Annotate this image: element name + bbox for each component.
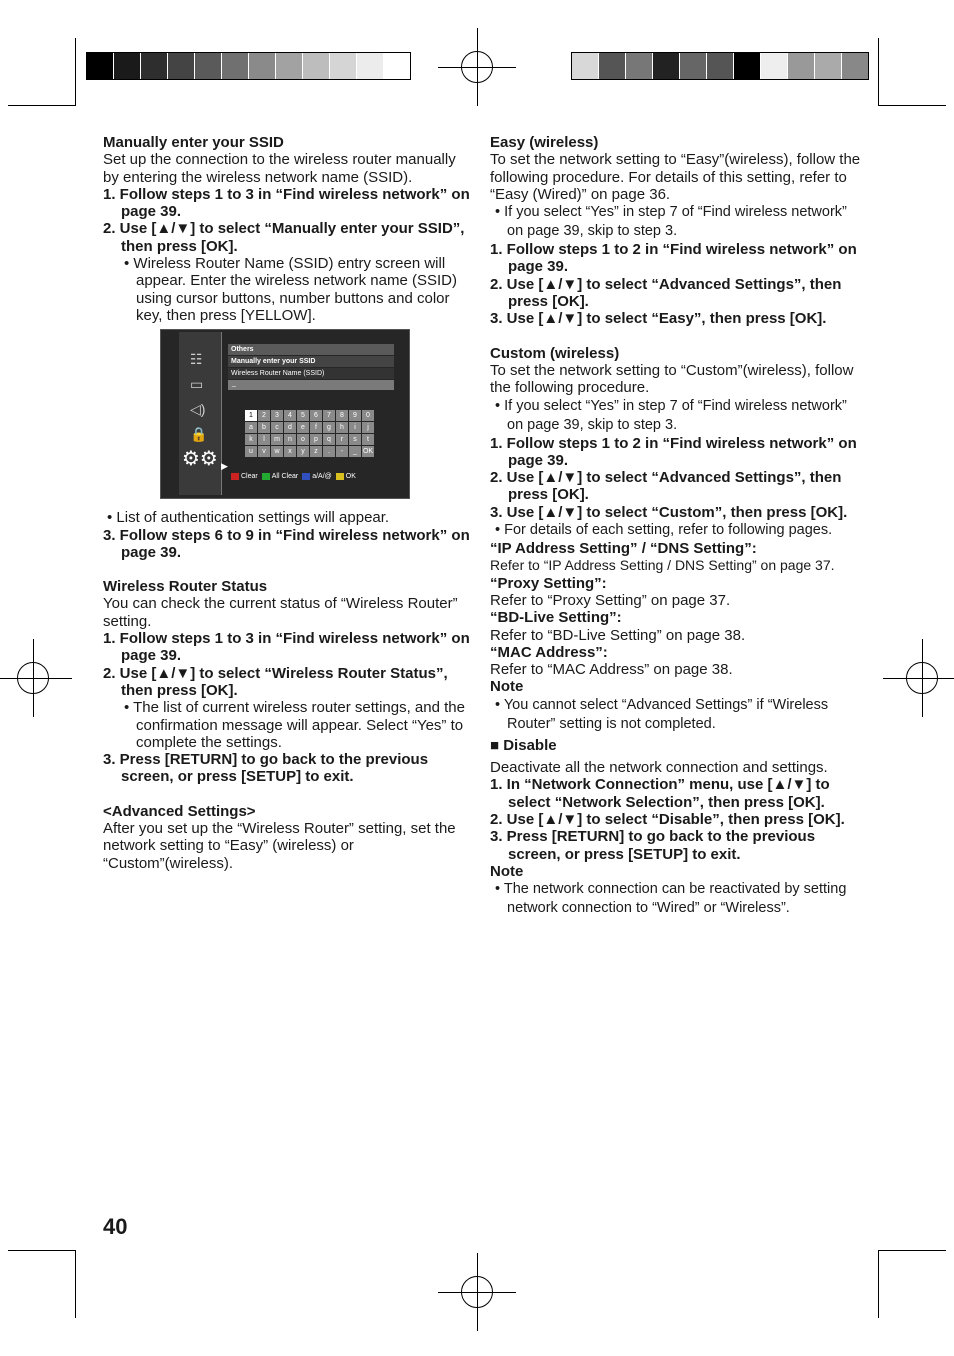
bullet: • Wireless Router Name (SSID) entry screen will appear. Enter the wireless network name (SSID) using cursor buttons, number buttons and color key, then press [YELLOW]. [124,255,457,324]
keyboard-key[interactable]: v [258,446,270,457]
keyboard-key[interactable]: _ [349,446,361,457]
keyboard-key[interactable]: z [310,446,322,457]
keyboard-key[interactable]: 3 [271,410,283,421]
clear-button[interactable]: Clear [231,468,258,485]
step: 1. Follow steps 1 to 3 in “Find wireless network” on page 39. [103,630,470,665]
keyboard-key[interactable]: f [310,422,322,433]
reference: Refer to “BD-Live Setting” on page 38. [490,626,746,644]
bullet: • If you select “Yes” in step 7 of “Find wireless network” on page 39, skip to step 3. [495,204,847,240]
setting-heading: “MAC Address”: [490,643,608,661]
keyboard-key[interactable]: 4 [284,410,296,421]
keyboard-key[interactable]: i [349,422,361,433]
osd-subtitle-bar: Manually enter your SSID [228,356,394,367]
keyboard-key[interactable]: y [297,446,309,457]
case-toggle-button[interactable]: a/A/@ [302,468,332,485]
keyboard-key[interactable]: e [297,422,309,433]
reference: Refer to “MAC Address” on page 38. [490,661,733,679]
section-title: <Advanced Settings> [103,802,256,820]
keyboard-key[interactable]: 2 [258,410,270,421]
keyboard-key[interactable]: m [271,434,283,445]
keyboard-key[interactable]: k [245,434,257,445]
note-title: Note [490,678,524,696]
keyboard-key[interactable]: t [362,434,374,445]
keyboard-key[interactable]: w [271,446,283,457]
keyboard-key[interactable]: l [258,434,270,445]
bullet: • For details of each setting, refer to following pages. [495,522,833,539]
keyboard-key[interactable]: 0 [362,410,374,421]
audio-icon: ◁) [190,401,206,418]
selection-arrow-icon: ▶ [221,461,228,472]
step: 3. Press [RETURN] to go back to the previous screen, or press [SETUP] to exit. [490,828,816,863]
keyboard-key[interactable]: d [284,422,296,433]
gears-icon: ⚙⚙ [182,448,218,471]
setting-heading: “IP Address Setting” / “DNS Setting”: [490,540,757,558]
paragraph: You can check the current status of “Wireless Router” setting. [103,595,458,630]
ok-button[interactable]: OK [336,468,356,485]
keyboard-key[interactable]: r [336,434,348,445]
osd-main-panel [228,344,394,481]
paragraph: After you set up the “Wireless Router” setting, set the network setting to “Easy” (wireless) or “Custom”(wireless). [103,820,456,872]
color-calibration-bar-right [571,52,869,80]
keyboard-key[interactable]: 1 [245,410,257,421]
bullet: • If you select “Yes” in step 7 of “Find wireless network” on page 39, skip to step 3. [495,397,847,433]
step: 1. In “Network Connection” menu, use [▲/▼] to select “Network Selection”, then press [OK]. [490,776,830,811]
bullet: • The network connection can be reactivated by setting network connection to “Wired” or “Wireless”. [495,881,847,917]
lock-icon: 🔒 [190,426,208,443]
section-title: ■ Disable [490,736,557,754]
keyboard-key[interactable]: x [284,446,296,457]
step: 3. Use [▲/▼] to select “Custom”, then press [OK]. [490,503,848,521]
registration-mark [906,662,938,694]
reference: Refer to “IP Address Setting / DNS Setting” on page 37. [490,557,835,574]
step: 3. Follow steps 6 to 9 in “Find wireless network” on page 39. [103,526,470,561]
registration-mark [461,51,493,83]
keyboard-key[interactable]: 8 [336,410,348,421]
keyboard-key[interactable]: p [310,434,322,445]
osd-field-label: Wireless Router Name (SSID) [228,368,394,379]
step: 1. Follow steps 1 to 2 in “Find wireless network” on page 39. [490,434,857,469]
left-column [103,134,473,872]
all-clear-button[interactable]: All Clear [262,468,298,485]
osd-color-key-bar [231,468,391,485]
ssid-entry-screenshot [160,329,410,499]
paragraph: To set the network setting to “Custom”(wireless), follow the following procedure. [490,361,854,397]
section-title: Manually enter your SSID [103,134,284,151]
step: 2. Use [▲/▼] to select “Advanced Settings”, then press [OK]. [490,275,842,311]
note-title: Note [490,862,524,880]
page-number: 40 [103,1214,128,1239]
osd-sidebar [179,332,228,495]
keyboard-key[interactable]: b [258,422,270,433]
step: 3. Press [RETURN] to go back to the previous screen, or press [SETUP] to exit. [103,751,429,786]
color-calibration-bar-left [86,52,411,80]
setting-heading: “Proxy Setting”: [490,574,607,592]
step: 1. Follow steps 1 to 3 in “Find wireless network” on page 39. [103,185,470,221]
section-title: Custom (wireless) [490,344,620,362]
paragraph: Deactivate all the network connection and settings. [490,759,828,777]
bullet: • List of authentication settings will appear. [107,509,390,527]
keyboard-key[interactable]: h [336,422,348,433]
keyboard-key[interactable]: . [323,446,335,457]
keyboard-key[interactable]: c [271,422,283,433]
bullet: • You cannot select “Advanced Settings” if “Wireless Router” setting is not completed. [495,696,829,732]
section-title: Wireless Router Status [103,578,268,596]
keyboard-key[interactable]: s [349,434,361,445]
registration-mark [461,1276,493,1308]
osd-title-bar: Others [228,344,394,355]
setup-list-icon: ☷ [190,351,203,368]
onscreen-keyboard [245,410,394,457]
section-title: Easy (wireless) [490,134,599,151]
keyboard-key[interactable]: a [245,422,257,433]
keyboard-key[interactable]: 6 [310,410,322,421]
keyboard-key[interactable]: n [284,434,296,445]
registration-mark [17,662,49,694]
keyboard-key[interactable]: o [297,434,309,445]
step: 2. Use [▲/▼] to select “Advanced Settings”, then press [OK]. [490,469,842,504]
keyboard-key[interactable]: OK [362,448,374,456]
bullet: • The list of current wireless router settings, and the confirmation message will appear. Select “Yes” to complete the settings. [124,699,465,751]
keyboard-key[interactable]: 7 [323,410,335,421]
paragraph: To set the network setting to “Easy”(wireless), follow the following procedure. For details of this setting, refer to “Easy (Wired)” on page 36. [490,151,861,203]
keyboard-key[interactable]: 5 [297,410,309,421]
ssid-input[interactable]: _ [228,380,394,390]
step: 2. Use [▲/▼] to select “Disable”, then press [OK]. [490,810,845,828]
setting-heading: “BD-Live Setting”: [490,609,622,627]
step: 2. Use [▲/▼] to select “Wireless Router Status”, then press [OK]. [103,664,448,699]
keyboard-key[interactable]: 9 [349,410,361,421]
keyboard-key[interactable]: - [336,446,348,457]
keyboard-key[interactable]: g [323,422,335,433]
paragraph: Set up the connection to the wireless router manually by entering the wireless network name (SSID). [103,151,456,186]
step: 1. Follow steps 1 to 2 in “Find wireless network” on page 39. [490,241,857,276]
step: 2. Use [▲/▼] to select “Manually enter your SSID”, then press [OK]. [103,220,465,255]
step: 3. Use [▲/▼] to select “Easy”, then press [OK]. [490,310,827,328]
keyboard-key[interactable]: u [245,446,257,457]
right-column [490,134,865,918]
reference: Refer to “Proxy Setting” on page 37. [490,591,731,609]
keyboard-key[interactable]: q [323,434,335,445]
keyboard-key[interactable]: j [362,422,374,433]
display-icon: ▭ [190,376,204,393]
